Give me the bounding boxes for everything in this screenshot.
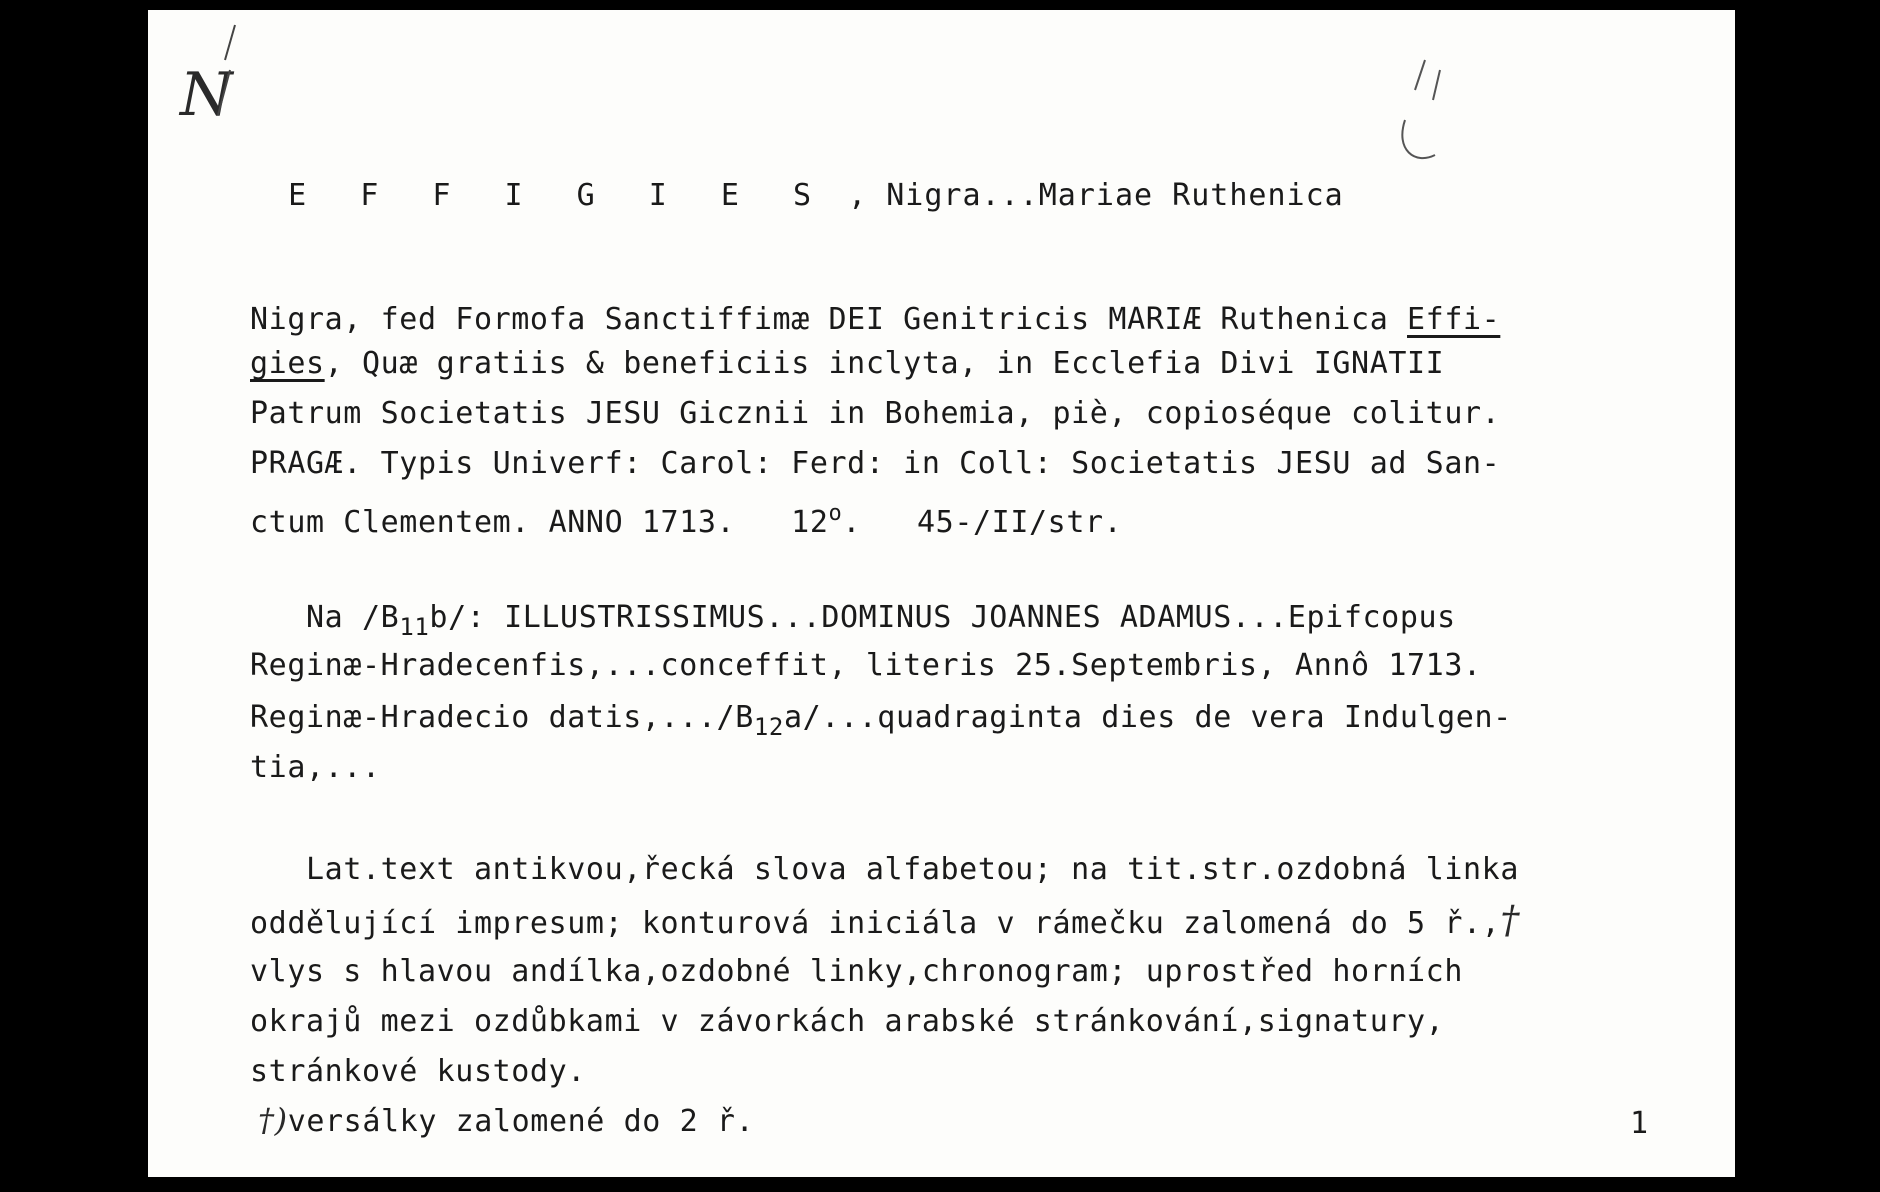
indulgence-line-1: Na $/B_{11}b/$: ILLUSTRISSIMUS...DOMINUS JOANNES ADAMUS...Epifcopus bbox=[306, 600, 1456, 641]
indulgence-line-3: Reginæ-Hradecio $datis,.../B_{12}a/...quadraginta$ dies de vera Indulgen- bbox=[250, 700, 1512, 741]
handwritten-dagger-mark: † bbox=[1500, 898, 1520, 942]
heading-label: E F F I G I E S bbox=[288, 178, 830, 213]
handwritten-corner-mark: N bbox=[180, 60, 233, 130]
description-line-4: okrajů mezi ozdůbkami v závorkách arabské stránkování,signatury, bbox=[250, 1004, 1445, 1039]
underlined-word: gies bbox=[250, 346, 325, 381]
description-line-2: oddělující impresum; konturová iniciála v rámečku zalomená do 5 ř.,† bbox=[250, 898, 1520, 942]
title-line-5: ctum Clementem. ANNO 1713. 12$^o$. 45-/II/str. bbox=[250, 501, 1123, 540]
title-line-3: Patrum Societatis JESU Gicznii in Bohemia, piè, copioséque colitur. bbox=[250, 396, 1501, 431]
description-line-1: Lat.text antikvou,řecká slova alfabetou; na tit.str.ozdobná linka bbox=[306, 852, 1519, 887]
description-line-5: stránkové kustody. bbox=[250, 1054, 586, 1089]
indulgence-line-4: tia,... bbox=[250, 750, 381, 785]
pencil-stroke-icon bbox=[200, 20, 250, 140]
underlined-word: Effi- bbox=[1407, 302, 1501, 337]
description-line-6: †)versálky zalomené do 2 ř. bbox=[258, 1101, 755, 1139]
page-number: 1 bbox=[1630, 1106, 1649, 1141]
card-heading bbox=[250, 142, 1344, 214]
heading-rest: , Nigra...Mariae Ruthenica bbox=[829, 178, 1344, 213]
handwritten-footnote-mark: †) bbox=[258, 1101, 288, 1139]
title-line-1: Nigra, fed Formofa Sanctiffimæ DEI Genitricis MARIÆ Ruthenica Effi- bbox=[250, 302, 1501, 337]
description-line-3: vlys s hlavou andílka,ozdobné linky,chronogram; uprostřed horních bbox=[250, 954, 1463, 989]
title-line-2: gies, Quæ gratiis & beneficiis inclyta, in Ecclefia Divi IGNATII bbox=[250, 346, 1445, 381]
title-line-4: PRAGÆ. Typis Univerf: Carol: Ferd: in Coll: Societatis JESU ad San- bbox=[250, 446, 1501, 481]
pencil-scribble-icon bbox=[1385, 50, 1495, 170]
indulgence-line-2: Reginæ-Hradecenfis,...conceffit, literis 25.Septembris, Annô 1713. bbox=[250, 648, 1482, 683]
